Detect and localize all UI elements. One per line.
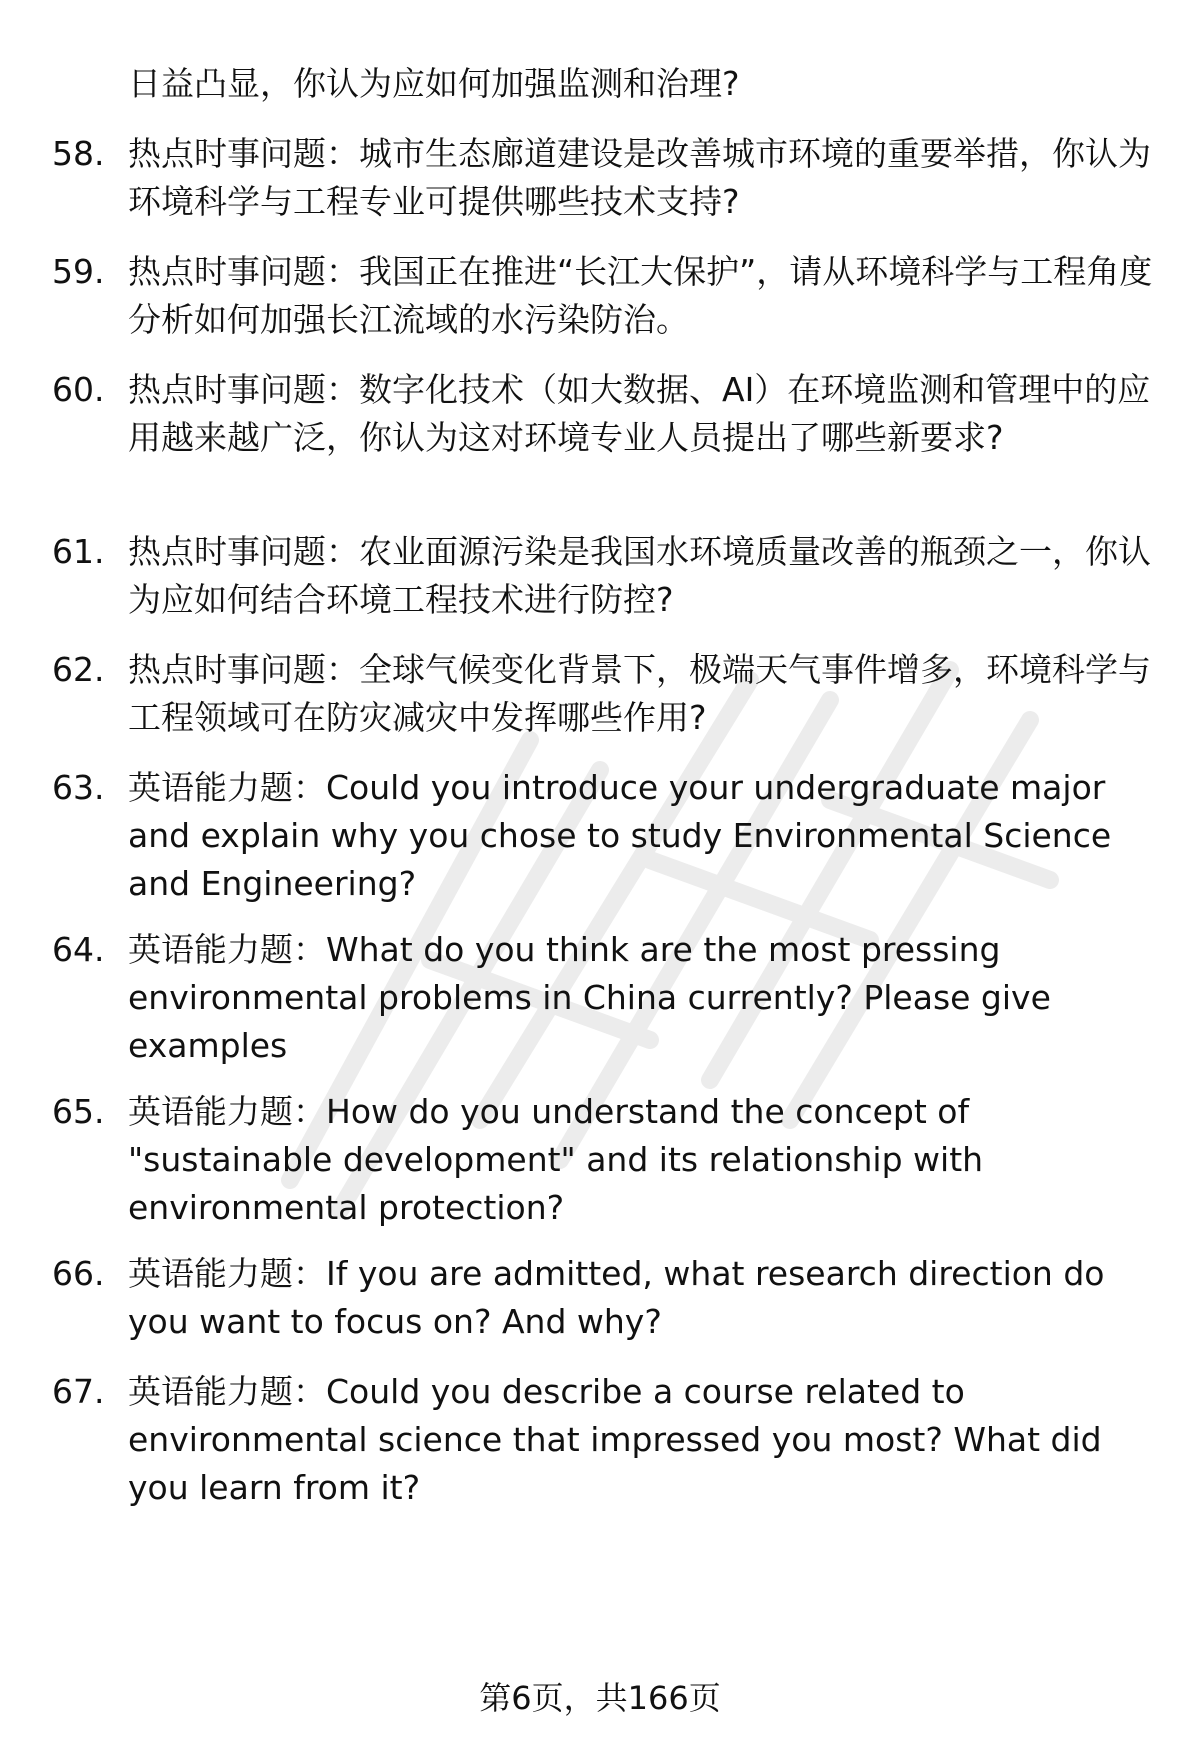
question-number: 62.: [52, 650, 105, 689]
question-number: 67.: [52, 1372, 105, 1411]
question-number: 65.: [52, 1092, 105, 1131]
question-text: 英语能力题：How do you understand the concept of "sustainable development" and its relationship with environmental protection?: [128, 1092, 984, 1227]
question-text: 热点时事问题：城市生态廊道建设是改善城市环境的重要举措，你认为环境科学与工程专业可提供哪些技术支持?: [128, 134, 1151, 221]
question-text: 热点时事问题：全球气候变化背景下，极端天气事件增多，环境科学与工程领域可在防灾减灾中发挥哪些作用?: [128, 650, 1151, 737]
question-item: [52, 528, 1162, 624]
question-text: 英语能力题：What do you think are the most pressing environmental problems in China currently? Please give examples: [128, 930, 1051, 1065]
question-item: [52, 926, 1162, 1070]
question-number: 61.: [52, 532, 105, 571]
question-number: 66.: [52, 1254, 105, 1293]
question-item: [52, 1250, 1162, 1346]
question-number: 59.: [52, 252, 105, 291]
question-number: 64.: [52, 930, 105, 969]
continued-text: 日益凸显，你认为应如何加强监测和治理?: [128, 64, 740, 103]
question-text: 热点时事问题：数字化技术（如大数据、AI）在环境监测和管理中的应用越来越广泛，你认为这对环境专业人员提出了哪些新要求?: [128, 370, 1151, 457]
question-text: 热点时事问题：我国正在推进“长江大保护”，请从环境科学与工程角度分析如何加强长江流域的水污染防治。: [128, 252, 1153, 339]
question-number: 58.: [52, 134, 105, 173]
question-item: [52, 646, 1162, 742]
question-text: 英语能力题：If you are admitted, what research direction do you want to focus on? And why?: [128, 1254, 1105, 1341]
question-item: [52, 1368, 1162, 1512]
question-item: [52, 764, 1162, 908]
question-number: 63.: [52, 768, 105, 807]
question-text: 英语能力题：Could you describe a course related to environmental science that impressed you most? What did you learn from it?: [128, 1372, 1102, 1507]
question-number: 60.: [52, 370, 105, 409]
page-footer: 第6页，共166页: [479, 1679, 721, 1717]
question-item: [52, 130, 1162, 226]
question-item: [52, 1088, 1162, 1232]
question-item: [52, 366, 1162, 462]
question-text: 热点时事问题：农业面源污染是我国水环境质量改善的瓶颈之一，你认为应如何结合环境工程技术进行防控?: [128, 532, 1151, 619]
question-text: 英语能力题：Could you introduce your undergraduate major and explain why you chose to study Environmental Science and Engineering?: [128, 768, 1112, 903]
question-item: [52, 248, 1162, 344]
